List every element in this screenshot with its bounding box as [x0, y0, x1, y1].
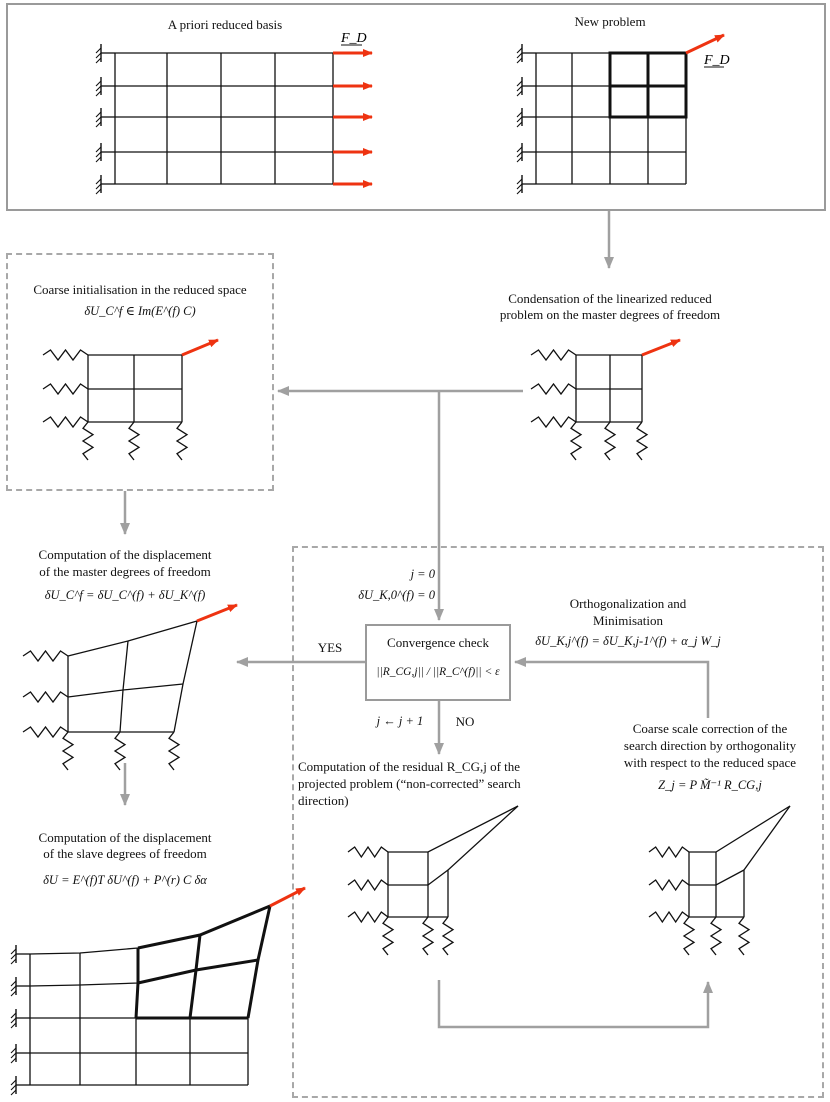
- force-arrow-right: [686, 35, 724, 53]
- support-hatch: [11, 1013, 16, 1018]
- master-disp-line2: of the master degrees of freedom: [39, 564, 211, 579]
- support-hatch: [11, 991, 16, 996]
- support-hatch: [517, 81, 522, 86]
- convergence-formula: ||R_CG,j|| / ||R_C^(f)|| < ε: [376, 666, 500, 678]
- support-hatch: [517, 112, 522, 117]
- support-hatch: [11, 1023, 16, 1028]
- support-hatch: [96, 152, 101, 157]
- force-arrow: [642, 340, 680, 355]
- spring-left: [348, 912, 388, 922]
- spring-bottom: [443, 917, 453, 955]
- bold-subdomain: [138, 906, 270, 948]
- force-arrow: [182, 340, 218, 355]
- spring-left: [531, 350, 576, 360]
- spring-left: [43, 384, 88, 394]
- top-right-title: New problem: [574, 14, 646, 29]
- no-label: NO: [455, 714, 475, 729]
- increment-label: j ← j + 1: [376, 714, 424, 728]
- spring-left: [531, 417, 576, 427]
- support-hatch: [517, 48, 522, 53]
- spring-left: [649, 912, 689, 922]
- master-disp-formula: δU_C^f = δU_C^(f) + δU_K^(f): [44, 588, 206, 602]
- support-hatch: [96, 184, 101, 189]
- mesh-line: [174, 621, 197, 732]
- spring-bottom: [571, 422, 581, 460]
- init-uk: δU_K,0^(f) = 0: [358, 588, 435, 602]
- mesh-line: [388, 806, 518, 852]
- support-hatch: [11, 1090, 16, 1095]
- support-hatch: [11, 981, 16, 986]
- coarse-init-formula: δU_C^f ∈ Im(E^(f) C): [84, 304, 196, 318]
- ortho-formula: δU_K,j^(f) = δU_K,j-1^(f) + α_j W_j: [535, 634, 721, 648]
- spring-bottom: [383, 917, 393, 955]
- support-hatch: [11, 1085, 16, 1090]
- support-hatch: [11, 949, 16, 954]
- spring-bottom: [115, 732, 125, 770]
- spring-left: [23, 651, 68, 661]
- support-hatch: [96, 81, 101, 86]
- slave-disp-formula: δU = E^(f)T δU^(f) + P^(r) C δα: [43, 873, 207, 887]
- residual-line1: Computation of the residual R_CG,j of the: [298, 759, 521, 774]
- support-hatch: [517, 86, 522, 91]
- init-j: j = 0: [410, 567, 435, 581]
- force-arrow: [270, 888, 305, 906]
- support-hatch: [96, 117, 101, 122]
- residual-line3: direction): [298, 793, 349, 808]
- support-hatch: [517, 184, 522, 189]
- support-hatch: [517, 53, 522, 58]
- support-hatch: [11, 1053, 16, 1058]
- coarse-correction-line2: search direction by orthogonality: [623, 738, 797, 753]
- support-hatch: [96, 53, 101, 58]
- spring-left: [348, 880, 388, 890]
- spring-bottom: [83, 422, 93, 460]
- support-hatch: [96, 157, 101, 162]
- spring-bottom: [637, 422, 647, 460]
- support-hatch: [11, 986, 16, 991]
- condensation-line1: Condensation of the linearized reduced: [508, 291, 712, 306]
- spring-left: [649, 880, 689, 890]
- support-hatch: [11, 1058, 16, 1063]
- spring-bottom: [711, 917, 721, 955]
- spring-left: [531, 384, 576, 394]
- support-hatch: [517, 157, 522, 162]
- mesh-line: [68, 621, 197, 656]
- support-hatch: [11, 1018, 16, 1023]
- ortho-line1: Orthogonalization and: [569, 596, 687, 611]
- support-hatch: [517, 117, 522, 122]
- spring-left: [43, 350, 88, 360]
- support-hatch: [96, 86, 101, 91]
- coarse-correction-line1: Coarse scale correction of the: [632, 721, 788, 736]
- support-hatch: [517, 152, 522, 157]
- mesh-line: [448, 806, 518, 917]
- force-arrow: [197, 605, 237, 621]
- support-hatch: [96, 112, 101, 117]
- spring-bottom: [739, 917, 749, 955]
- spring-bottom: [605, 422, 615, 460]
- bold-subdomain: [190, 935, 200, 1018]
- force-label-right: F_D: [704, 53, 730, 68]
- slave-disp-line1: Computation of the displacement: [38, 830, 212, 845]
- spring-left: [348, 847, 388, 857]
- yes-label: YES: [317, 640, 343, 655]
- support-hatch: [96, 189, 101, 194]
- residual-line2: projected problem (“non-corrected” search: [298, 776, 521, 791]
- mesh-line: [68, 684, 183, 697]
- spring-left: [23, 692, 68, 702]
- support-hatch: [11, 959, 16, 964]
- spring-bottom: [684, 917, 694, 955]
- support-hatch: [517, 91, 522, 96]
- mesh-line: [120, 641, 128, 732]
- coarse-correction-formula: Z_j = P M̃⁻¹ R_CG,j: [658, 778, 762, 792]
- force-label-left: F_D: [341, 31, 367, 46]
- ortho-line2: Minimisation: [592, 613, 664, 628]
- slave-disp-line2: of the slave degrees of freedom: [43, 846, 207, 861]
- condensation-line2: problem on the master degrees of freedom: [499, 307, 721, 322]
- mesh-line: [689, 806, 790, 852]
- support-hatch: [517, 147, 522, 152]
- connectors: [125, 211, 708, 1027]
- support-hatch: [96, 58, 101, 63]
- coarse-init-title: Coarse initialisation in the reduced space: [33, 282, 247, 297]
- master-disp-line1: Computation of the displacement: [38, 547, 212, 562]
- support-hatch: [96, 147, 101, 152]
- support-hatch: [517, 58, 522, 63]
- support-hatch: [517, 189, 522, 194]
- support-hatch: [517, 179, 522, 184]
- support-hatch: [96, 179, 101, 184]
- spring-bottom: [423, 917, 433, 955]
- spring-left: [43, 417, 88, 427]
- support-hatch: [96, 91, 101, 96]
- top-left-title: A priori reduced basis: [167, 17, 283, 32]
- spring-bottom: [169, 732, 179, 770]
- support-hatch: [11, 954, 16, 959]
- support-hatch: [96, 122, 101, 127]
- support-hatch: [11, 1048, 16, 1053]
- spring-left: [649, 847, 689, 857]
- support-hatch: [517, 122, 522, 127]
- spring-bottom: [63, 732, 73, 770]
- convergence-title: Convergence check: [387, 635, 489, 650]
- spring-left: [23, 727, 68, 737]
- mesh-line: [744, 806, 790, 917]
- spring-bottom: [177, 422, 187, 460]
- coarse-correction-line3: with respect to the reduced space: [623, 755, 797, 770]
- mesh-line: [388, 870, 448, 885]
- support-hatch: [96, 48, 101, 53]
- support-hatch: [11, 1080, 16, 1085]
- spring-bottom: [129, 422, 139, 460]
